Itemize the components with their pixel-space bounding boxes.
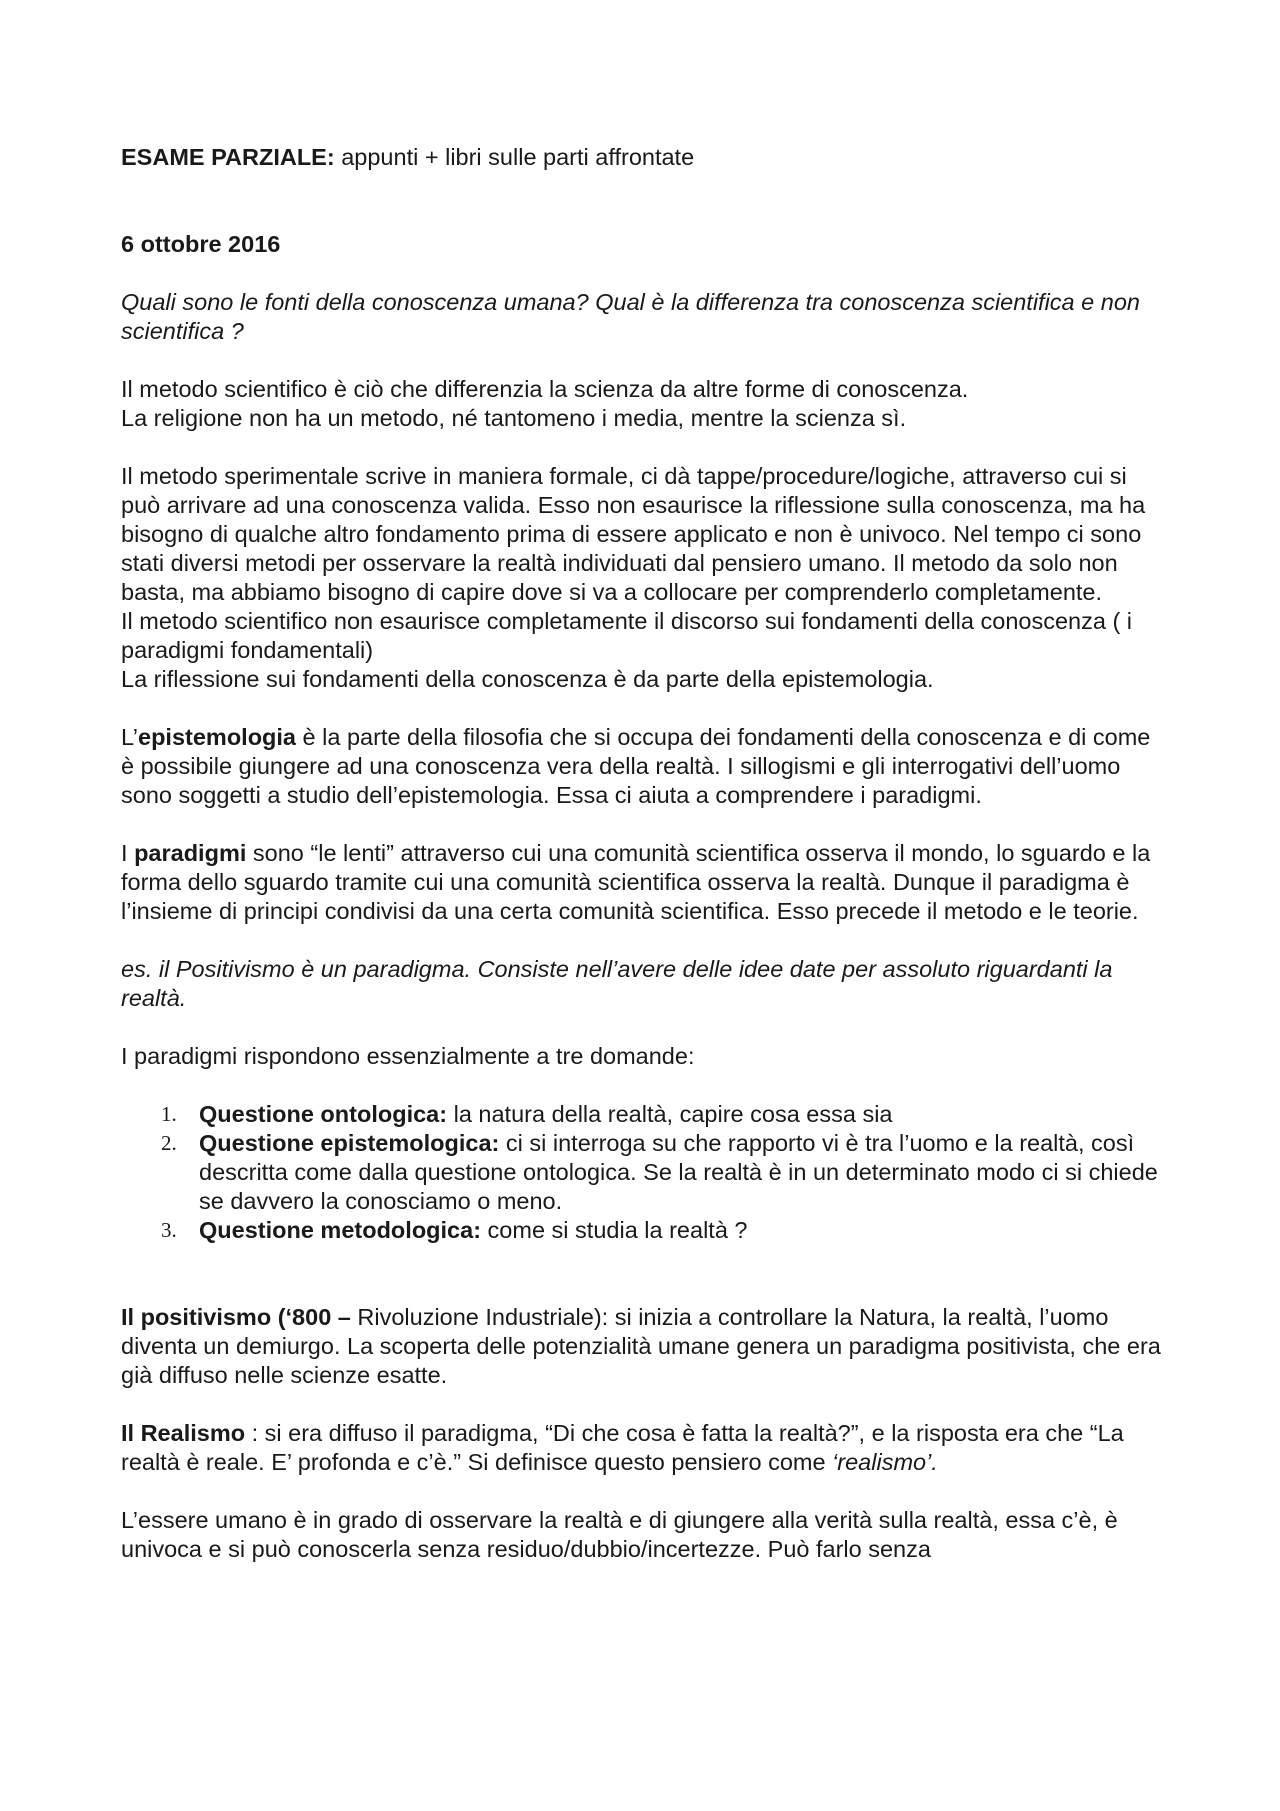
list-number: 1. (161, 1102, 177, 1126)
realism-term: Il Realismo (121, 1420, 246, 1446)
positivism-term: Il positivismo (‘800 – (121, 1304, 351, 1330)
epistemology-paragraph: L’epistemologia è la parte della filosofia che si occupa dei fondamenti della conoscenza e di come è possibile giungere ad una conoscenza vera della realtà. I sillogismi e gli interrogativi dell’uomo sono soggetti a studio dell’epistemologia. Essa ci aiuta a comprendere i paradigmi. (121, 724, 1151, 808)
questions-list (121, 1100, 1161, 1245)
epistemology-term: epistemologia (138, 724, 297, 750)
list-item: 2. Questione epistemologica: ci si interroga su che rapporto vi è tra l’uomo e la realtà, così descritta come dalla questione ontologica. Se la realtà è in un determinato modo ci si chiede se davvero la conosciamo o meno. (161, 1130, 1158, 1214)
method-paragraph (121, 462, 1161, 694)
list-intro: I paradigmi rispondono essenzialmente a tre domande: (121, 1043, 695, 1069)
method-line: La riflessione sui fondamenti della conoscenza è da parte della epistemologia. (121, 666, 934, 692)
exam-header-label: ESAME PARZIALE: (121, 144, 335, 170)
exam-header-text: appunti + libri sulle parti affrontate (334, 144, 695, 170)
paradigms-term: paradigmi (134, 840, 247, 866)
list-number: 3. (161, 1218, 177, 1242)
positivism-paragraph: Il positivismo (‘800 – Rivoluzione Industriale): si inizia a controllare la Natura, la realtà, l’uomo diventa un demiurgo. La scoperta delle potenzialità umane genera un paradigma positivista, che era già diffuso nelle scienze esatte. (121, 1304, 1161, 1388)
intro-line: La religione non ha un metodo, né tantomeno i media, mentre la scienza sì. (121, 405, 907, 431)
list-number: 2. (161, 1131, 177, 1155)
human-paragraph: L’essere umano è in grado di osservare la realtà e di giungere alla verità sulla realtà, essa c’è, è univoca e si può conoscerla senza residuo/dubbio/incertezze. Può farlo senza (121, 1507, 1118, 1562)
method-line: Il metodo scientifico non esaurisce completamente il discorso sui fondamenti della conoscenza ( i paradigmi fondamentali) (121, 608, 1133, 663)
lecture-date: 6 ottobre 2016 (121, 231, 281, 257)
intro-paragraph (121, 375, 1161, 433)
method-line: Il metodo sperimentale scrive in maniera formale, ci dà tappe/procedure/logiche, attraverso cui si può arrivare ad una conoscenza valida. Esso non esaurisce la riflessione sulla conoscenza, ma ha bisogno di qualche altro fondamento prima di essere applicato e non è univoco. Nel tempo ci sono stati diversi metodi per osservare la realtà individuati dal pensiero umano. Il metodo da solo non basta, ma abbiamo bisogno di capire dove si va a collocare per comprenderlo completamente. (121, 463, 1146, 605)
example-paragraph: es. il Positivismo è un paradigma. Consiste nell’avere delle idee date per assoluto riguardanti la realtà. (121, 956, 1113, 1011)
list-item: 3. Questione metodologica: come si studia la realtà ? (161, 1217, 748, 1243)
exam-header (121, 143, 1161, 172)
realism-paragraph: Il Realismo : si era diffuso il paradigma, “Di che cosa è fatta la realtà?”, e la risposta era che “La realtà è reale. E’ profonda e c’è.” Si definisce questo pensiero come ‘realismo’. (121, 1420, 1124, 1475)
document-page (121, 143, 1161, 1564)
opening-question: Quali sono le fonti della conoscenza umana? Qual è la differenza tra conoscenza scientifica e non scientifica ? (121, 289, 1140, 344)
list-item: 1. Questione ontologica: la natura della realtà, capire cosa essa sia (161, 1101, 893, 1127)
paradigms-paragraph: I paradigmi sono “le lenti” attraverso cui una comunità scientifica osserva il mondo, lo sguardo e la forma dello sguardo tramite cui una comunità scientifica osserva la realtà. Dunque il paradigma è l’insieme di principi condivisi da una certa comunità scientifica. Esso precede il metodo e le teorie. (121, 840, 1151, 924)
intro-line: Il metodo scientifico è ciò che differenzia la scienza da altre forme di conoscenza. (121, 376, 969, 402)
